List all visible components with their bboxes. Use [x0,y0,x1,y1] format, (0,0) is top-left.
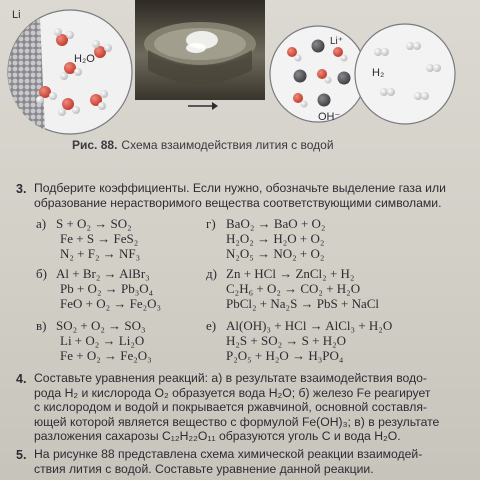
equation: SO₂ + O₂ → SO₃ [56,318,146,333]
task-5-number: 5. [16,448,27,462]
equation: S + O₂ → SO₂ [56,216,132,231]
equation: FeO + O₂ → Fe₂O₃ [60,296,162,311]
task-3-number: 3. [16,182,27,196]
label-oh-ion: OH⁻ [318,111,341,123]
equation: N₂O₅ → NO₂ + O₂ [226,246,325,261]
equation: Fe + O₂ → Fe₂O₃ [60,348,152,363]
lithium-lattice [8,18,45,130]
task-3-instructions: Подберите коэффициенты. Если нужно, обозначьте выделение газа или образование нерастворимого вещества соответствующими символами. [34,181,446,210]
task-4-text: Составьте уравнения реакций: а) в результате взаимодействия водо- рода H₂ и кислорода O₂ образуется вода H₂O; б) железо Fe реагирует с кислородом и водой и покрывается ржавчиной, основной составля- ющей которой является вещество с формулой Fe(OH)₃; в) в результате разложения сахарозы C₁₂H₂₂O₁₁ образуются уголь C и вода H₂O. [34,371,440,443]
group-a-label: а) [36,216,47,231]
label-h2: H₂ [372,67,385,79]
equation: Al + Br₂ → AlBr₃ [56,266,150,281]
group-v-label: в) [36,318,47,333]
task-4-number: 4. [16,372,27,386]
equation: N₂ + F₂ → NF₃ [60,246,141,261]
product-h2-circle [355,24,455,124]
equation: Al(OH)₃ + HCl → AlCl₃ + H₂O [226,318,393,333]
group-d-label: д) [206,266,217,281]
group-b-label: б) [36,266,47,281]
equation: Zn + HCl → ZnCl₂ + H₂ [226,266,355,281]
figure-88 [0,0,480,135]
product-li-oh-circle [270,26,366,122]
equation: Fe + S → FeS₂ [60,231,139,246]
label-li: Li [12,9,21,21]
caption-text: Схема взаимодействия лития с водой [121,138,334,152]
group-g-label: г) [206,216,216,231]
group-e-label: е) [206,318,217,333]
equation: BaO₂ → BaO + O₂ [226,216,326,231]
equation: PbCl₂ + Na₂S → PbS + NaCl [226,296,380,311]
equation: P₂O₅ + H₂O → H₃PO₄ [226,348,344,363]
label-h2o: H₂O [74,53,95,65]
equation: Pb + O₂ → Pb₃O₄ [60,281,154,296]
equation: H₂S + SO₂ → S + H₂O [226,333,347,348]
label-li-ion: Li⁺ [330,36,344,47]
caption-number: Рис. 88. [72,138,118,152]
reaction-photo [135,0,265,100]
reactants-circle [8,10,132,134]
equation: C₂H₆ + O₂ → CO₂ + H₂O [226,281,361,296]
equation: H₂O₂ → H₂O + O₂ [226,231,325,246]
task-5-text: На рисунке 88 представлена схема химической реакции взаимодей- ствия лития с водой. Составьте уравнение данной реакции. [34,447,423,476]
figure-caption [72,138,334,152]
equation: Li + O₂ → Li₂O [60,333,145,348]
